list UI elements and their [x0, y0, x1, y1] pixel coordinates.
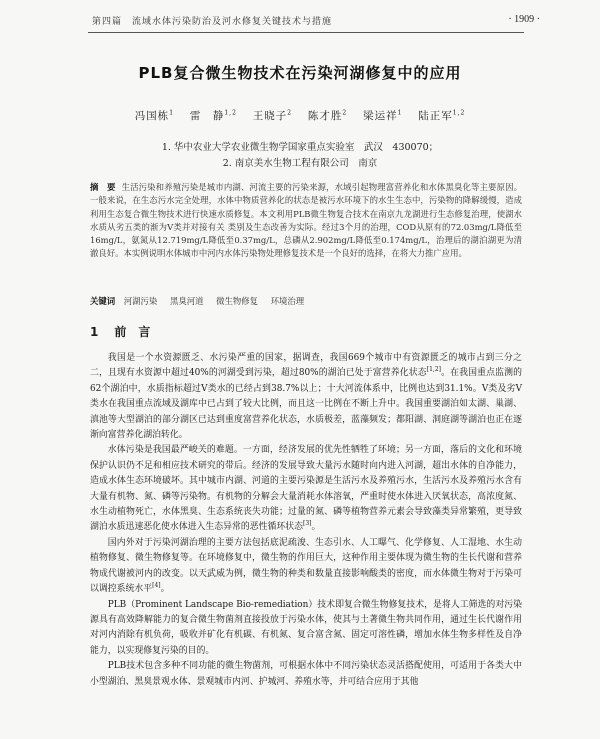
author: 王晓子$^2$: [252, 109, 293, 122]
citation: [1,2]: [426, 366, 441, 374]
author: 冯国栋$^1$: [134, 109, 175, 122]
section-heading: [90, 323, 150, 340]
affiliation-1: 1. 华中农业大学农业微生物学国家重点实验室 武汉 430070；: [161, 142, 439, 153]
paragraph: PLB技术包含多种不同功能的微生物菌剂，可根据水体中不同污染状态灵活搭配使用，可适用于各类大中小型湖泊、黑臭景观水体、景观城市内河、护城河、养殖水等，并可结合应用于其他: [90, 661, 522, 687]
paper-title: PLB复合微生物技术在污染河湖修复中的应用: [138, 64, 462, 82]
affiliation-2: 2. 南京美水生物工程有限公司 南京: [222, 158, 378, 169]
running-head: 第四篇 流域水体污染防治及河水修复关键技术与措施: [92, 17, 333, 27]
paragraph: PLB（Prominent Landscape Bio-remediation）技术即复合微生物修复技术，是将人工筛选的对污染源具有高效降解能力的复合微生物菌剂直接投放于污染水体，使其与土著微生物共同作用，通过生长代谢作用对河内消除有机负荷，吸收并矿化有机碳、有机氮、复合富含氮、固定可溶性磷，增加水体生物多样性及自净能力，以实现修复污染的目的。: [90, 599, 522, 656]
section-number: 1: [90, 325, 99, 339]
author: 雷 静$^{1,2}$: [189, 109, 237, 122]
keyword: 微生物修复: [216, 296, 259, 306]
author: 梁运祥$^1$: [363, 109, 403, 122]
page-number: · 1909 ·: [508, 14, 540, 25]
body-text: [90, 351, 522, 690]
keywords: [90, 295, 522, 307]
author: 陈才胜$^2$: [307, 109, 348, 122]
keyword: 黑臭河道: [169, 296, 204, 306]
paragraph: 水体污染是我国最严峻关的难题。一方面，经济发展的优先性牺牲了环境；另一方面，落后的文化和环境保护认识仍不足和相应技术研究的带后。经济的发展导致大量污水随时向内进入河湖，超出水体的自净能力，造成水体生态环境破坏。其中城市内湖、河道的主要污染源是生活污水及养殖污水，生活污水及养殖污水含有大量有机物、氮、磷等污染物。有机物的分解会大量消耗水体溶氧，严重时使水体进入厌氧状态，高浓度氮、水生动植物死亡，水体黑臭、生态系统丧失功能；过量的氮、磷等植物营养元素会导致藻类异常繁殖，更导致湖泊水质迅速恶化使水体进入生态异常的恶性循环状态[3]。: [90, 445, 522, 533]
header-rule: [88, 32, 524, 33]
section-title: 前 言: [114, 325, 151, 339]
keywords-label: 关键词: [90, 296, 116, 306]
abstract-text: 生活污染和养殖污染是城市内湖、河流主要的污染来源，水域引起物理富营养化和水体黑臭化等主要原因。一般来说，在生态污水完全处理，水体中物质营养化的状态是被污水环境下的水生生态中，污染物的降解缓慢，造成利用生态复合微生物技术进行快速水质修复。本文利用PLB微生物复合技术在南京九龙湖进行生态修复治理，使湖水水质从劣五类的渐为V类并对接有关 类别及生态改善为实际。经过3个月的治理，COD从原有的72.03mg/L降低至16mg/L，氨氮从12.719mg/L降低至0.37mg/L，总磷从2.902mg/L降低至0.174mg/L，治理后的湖泊湖更为清澈良好。本实例说明水体城市中河内水体污染物处理修复技术是一个良好的选择，在将大力推广应用。: [90, 182, 523, 259]
keyword: 河湖污染: [123, 296, 158, 306]
abstract-label: 摘 要: [90, 182, 116, 192]
paragraph: 国内外对于污染河湖治理的主要方法包括底泥疏浚、生态引水、人工曝气、化学修复、人工湿地、水生动植物修复、微生物修复等。在环境修复中，微生物的作用巨大，这种作用主要体现为微生物的生长代谢和营养物成代谢被河内的改变。以天武威为例，微生物的种类和数量直接影响酸类的密度，而水体微生物对于污染可以调控系统水平[4]。: [90, 537, 522, 595]
citation: [3]: [303, 520, 312, 528]
citation: [4]: [152, 582, 161, 590]
paragraph: 我国是一个水资源匮乏、水污染严重的国家，据调查，我国669个城市中有资源匮乏的城市占到三分之二，且现有水资源中超过40%的河湖受到污染，超过80%的湖泊已处于富营养化状态[1,2]。在我国重点监测的62个湖泊中，水质指标超过V类水的已经占到38.7%以上；十大河流体系中，比例也达到31.1%。V类及劣V类水在我国重点流域及湖库中已占到了较大比例，而且这一比例在不断上升中。我国重要湖泊如太湖、巢湖、滇池等大型湖泊的部分湖区已达到重度富营养化状态，水质极差，蓝藻频发；都阳湖、洞庭湖等湖泊也正在逐渐向富营养化湖泊转化。: [90, 353, 522, 441]
abstract: [90, 181, 522, 261]
author-list: [0, 108, 600, 123]
author: 陆正军$^{1,2}$: [418, 109, 466, 122]
keyword: 环境治理: [270, 296, 305, 306]
